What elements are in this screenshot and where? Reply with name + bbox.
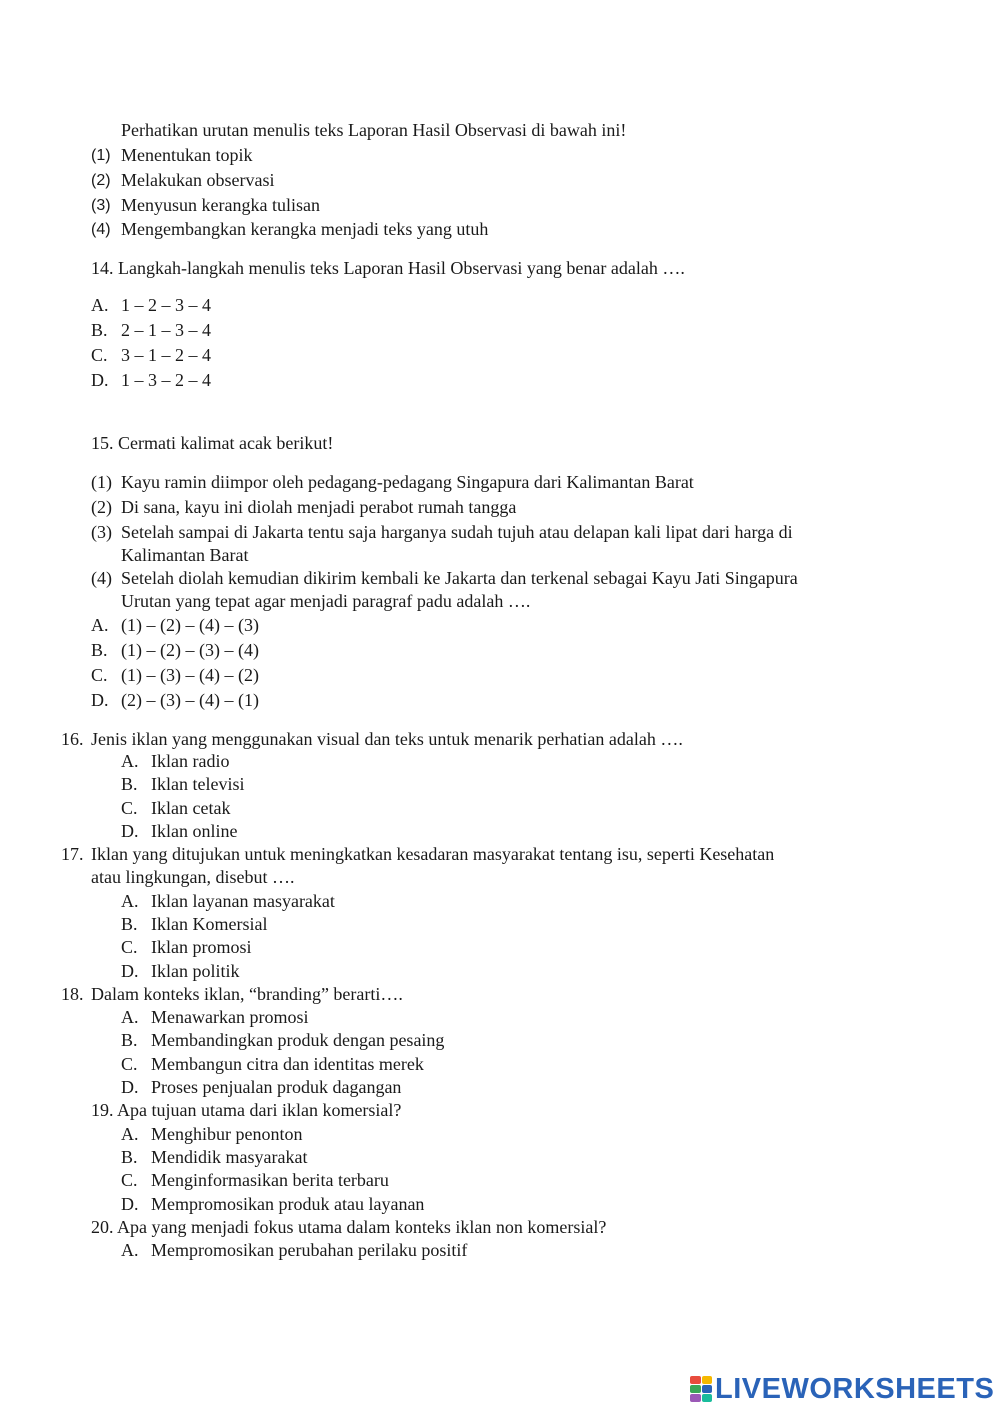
option-text[interactable]: Iklan radio bbox=[151, 751, 230, 771]
option-text[interactable]: (1) – (3) – (4) – (2) bbox=[121, 665, 259, 685]
liveworksheets-logo-icon bbox=[690, 1376, 712, 1402]
option-text[interactable]: 2 – 1 – 3 – 4 bbox=[121, 320, 211, 340]
step-number: (1) bbox=[91, 147, 111, 164]
step-text: Menentukan topik bbox=[121, 145, 253, 165]
sentence-number: (3) bbox=[91, 522, 112, 542]
option-text[interactable]: Iklan politik bbox=[151, 961, 240, 981]
option-text[interactable]: Iklan cetak bbox=[151, 798, 231, 818]
option-text[interactable]: 1 – 3 – 2 – 4 bbox=[121, 370, 211, 390]
question-19-stem: 19. Apa tujuan utama dari iklan komersial? bbox=[91, 1100, 402, 1120]
option-text[interactable]: (1) – (2) – (4) – (3) bbox=[121, 615, 259, 635]
step-number: (2) bbox=[91, 172, 111, 189]
option-letter[interactable]: A. bbox=[91, 295, 109, 315]
question-number: 18. bbox=[61, 984, 84, 1004]
option-letter[interactable]: A. bbox=[121, 751, 139, 771]
sentence-text-cont: Urutan yang tepat agar menjadi paragraf padu adalah …. bbox=[121, 591, 531, 611]
option-text[interactable]: 3 – 1 – 2 – 4 bbox=[121, 345, 211, 365]
option-text[interactable]: Iklan layanan masyarakat bbox=[151, 891, 335, 911]
sentence-text: Kayu ramin diimpor oleh pedagang-pedagang Singapura dari Kalimantan Barat bbox=[121, 472, 694, 492]
option-letter[interactable]: A. bbox=[91, 615, 109, 635]
option-letter[interactable]: D. bbox=[121, 961, 139, 981]
option-text[interactable]: Mempromosikan perubahan perilaku positif bbox=[151, 1240, 468, 1260]
option-letter[interactable]: B. bbox=[91, 320, 108, 340]
option-text[interactable]: Iklan online bbox=[151, 821, 238, 841]
option-text[interactable]: Mempromosikan produk atau layanan bbox=[151, 1194, 425, 1214]
sentence-text: Setelah sampai di Jakarta tentu saja harganya sudah tujuh atau delapan kali lipat dari harga di bbox=[121, 522, 793, 542]
question-15-stem: 15. Cermati kalimat acak berikut! bbox=[91, 433, 334, 453]
liveworksheets-logo bbox=[690, 1373, 994, 1405]
option-letter[interactable]: C. bbox=[121, 1170, 138, 1190]
option-text[interactable]: Membandingkan produk dengan pesaing bbox=[151, 1030, 445, 1050]
question-number: 17. bbox=[61, 844, 84, 864]
question-14-stem: 14. Langkah-langkah menulis teks Laporan Hasil Observasi yang benar adalah …. bbox=[91, 258, 685, 278]
option-letter[interactable]: A. bbox=[121, 1124, 139, 1144]
option-letter[interactable]: B. bbox=[121, 1147, 138, 1167]
question-17-stem-cont: atau lingkungan, disebut …. bbox=[91, 867, 295, 887]
question-18-stem: Dalam konteks iklan, “branding” berarti…. bbox=[91, 984, 403, 1004]
option-text[interactable]: (1) – (2) – (3) – (4) bbox=[121, 640, 259, 660]
option-text[interactable]: Membangun citra dan identitas merek bbox=[151, 1054, 424, 1074]
option-letter[interactable]: D. bbox=[121, 1077, 139, 1097]
option-letter[interactable]: D. bbox=[91, 370, 109, 390]
sentence-number: (1) bbox=[91, 472, 112, 492]
question-20-stem: 20. Apa yang menjadi fokus utama dalam konteks iklan non komersial? bbox=[91, 1217, 607, 1237]
option-text[interactable]: Proses penjualan produk dagangan bbox=[151, 1077, 402, 1097]
option-text[interactable]: Menghibur penonton bbox=[151, 1124, 303, 1144]
option-letter[interactable]: D. bbox=[121, 821, 139, 841]
option-letter[interactable]: C. bbox=[121, 937, 138, 957]
sentence-text: Setelah diolah kemudian dikirim kembali ke Jakarta dan terkenal sebagai Kayu Jati Singapura bbox=[121, 568, 798, 588]
option-text[interactable]: Iklan Komersial bbox=[151, 914, 268, 934]
option-letter[interactable]: D. bbox=[121, 1194, 139, 1214]
option-letter[interactable]: B. bbox=[121, 774, 138, 794]
logo-text: LIVEWORKSHEETS bbox=[715, 1372, 995, 1405]
option-letter[interactable]: C. bbox=[121, 798, 138, 818]
question-13-stem: Perhatikan urutan menulis teks Laporan Hasil Observasi di bawah ini! bbox=[121, 120, 627, 140]
question-number: 16. bbox=[61, 729, 84, 749]
option-letter[interactable]: A. bbox=[121, 891, 139, 911]
option-letter[interactable]: B. bbox=[91, 640, 108, 660]
option-letter[interactable]: A. bbox=[121, 1240, 139, 1260]
sentence-text: Di sana, kayu ini diolah menjadi perabot rumah tangga bbox=[121, 497, 517, 517]
step-text: Menyusun kerangka tulisan bbox=[121, 195, 320, 215]
option-letter[interactable]: A. bbox=[121, 1007, 139, 1027]
option-text[interactable]: Menginformasikan berita terbaru bbox=[151, 1170, 389, 1190]
option-letter[interactable]: B. bbox=[121, 914, 138, 934]
step-text: Melakukan observasi bbox=[121, 170, 275, 190]
option-letter[interactable]: C. bbox=[121, 1054, 138, 1074]
step-text: Mengembangkan kerangka menjadi teks yang utuh bbox=[121, 219, 489, 239]
step-number: (3) bbox=[91, 197, 111, 214]
option-text[interactable]: 1 – 2 – 3 – 4 bbox=[121, 295, 211, 315]
option-letter[interactable]: B. bbox=[121, 1030, 138, 1050]
question-16-stem: Jenis iklan yang menggunakan visual dan teks untuk menarik perhatian adalah …. bbox=[91, 729, 683, 749]
sentence-text-cont: Kalimantan Barat bbox=[121, 545, 249, 565]
option-letter[interactable]: D. bbox=[91, 690, 109, 710]
option-text[interactable]: Iklan promosi bbox=[151, 937, 252, 957]
option-text[interactable]: Mendidik masyarakat bbox=[151, 1147, 308, 1167]
option-letter[interactable]: C. bbox=[91, 345, 108, 365]
step-number: (4) bbox=[91, 221, 111, 238]
option-text[interactable]: (2) – (3) – (4) – (1) bbox=[121, 690, 259, 710]
sentence-number: (2) bbox=[91, 497, 112, 517]
sentence-number: (4) bbox=[91, 568, 112, 588]
option-text[interactable]: Iklan televisi bbox=[151, 774, 245, 794]
option-text[interactable]: Menawarkan promosi bbox=[151, 1007, 309, 1027]
question-17-stem: Iklan yang ditujukan untuk meningkatkan kesadaran masyarakat tentang isu, seperti Kesehatan bbox=[91, 844, 775, 864]
option-letter[interactable]: C. bbox=[91, 665, 108, 685]
